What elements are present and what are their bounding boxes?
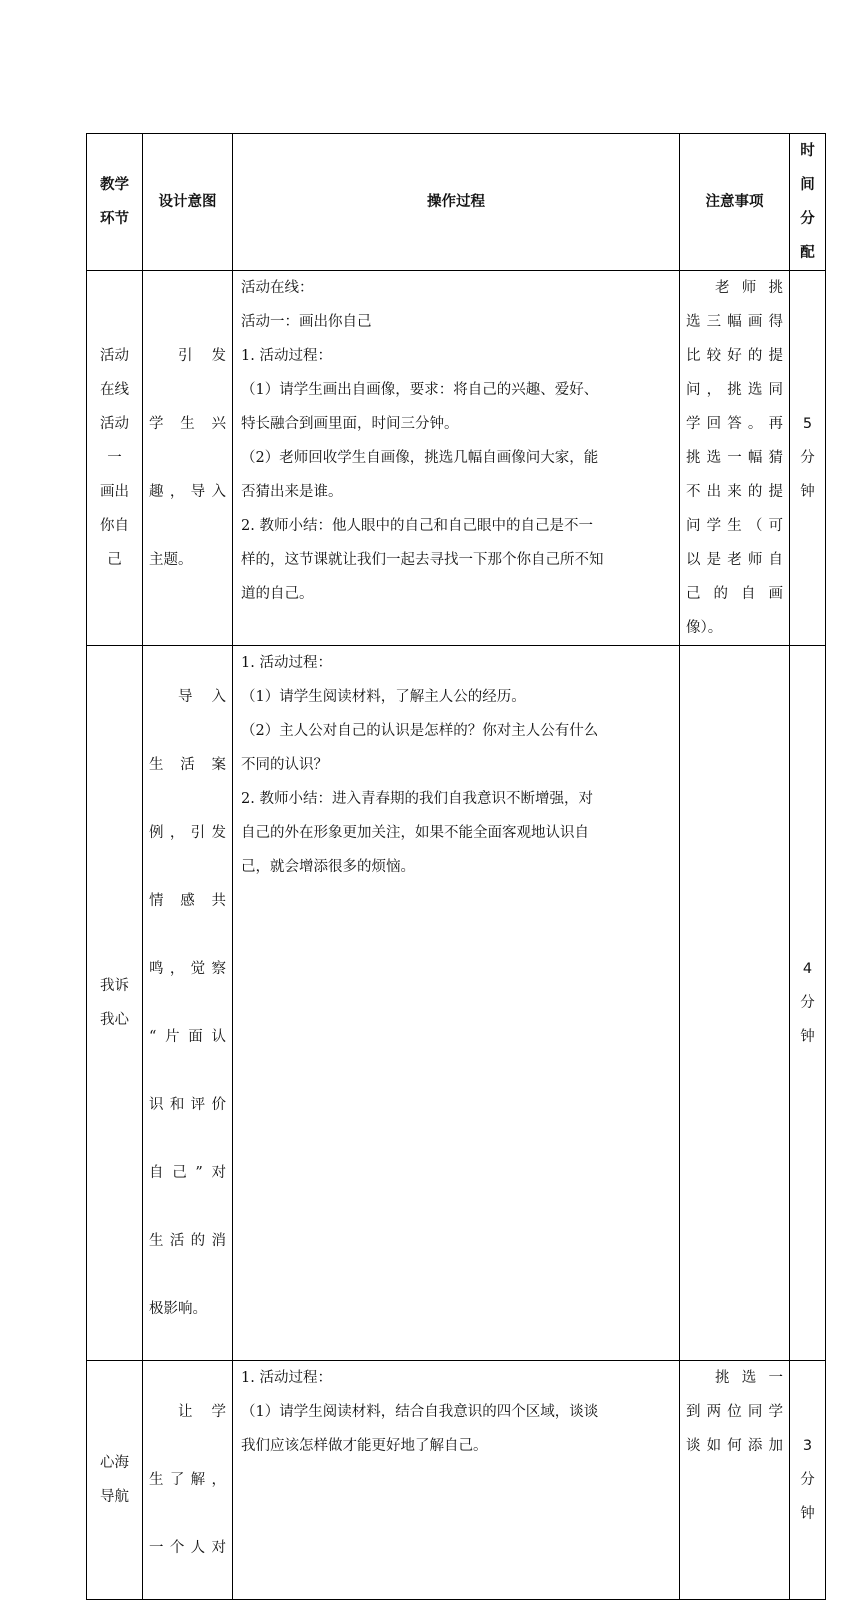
process-line: 特长融合到画里面，时间三分钟。 — [241, 416, 459, 432]
intent-line: 学 生 兴 — [149, 416, 226, 432]
process-line: （1）请学生阅读材料，了解主人公的经历。 — [241, 689, 526, 705]
time-line: 分 — [800, 1472, 815, 1488]
time-cell — [790, 271, 826, 646]
notes-line: 问，挑选同 — [686, 382, 783, 398]
notes-line: 像）。 — [686, 620, 723, 636]
process-line: 活动在线： — [241, 280, 314, 296]
intent-line: 生 活 案 — [149, 757, 226, 773]
process-line: 我们应该怎样做才能更好地了解自己。 — [241, 1438, 488, 1454]
intent-cell — [143, 271, 233, 646]
notes-line: 以是老师自 — [686, 552, 783, 568]
table-row — [87, 271, 826, 646]
stage-cell: 活动 在线 活动 一 画出 你自 己 — [87, 271, 143, 646]
lesson-plan-table — [86, 133, 826, 1600]
intent-line: 主题。 — [149, 552, 193, 568]
header-time-char: 分 — [800, 211, 815, 227]
process-line: 样的，这节课就让我们一起去寻找一下那个你自己所不知 — [241, 552, 604, 568]
intent-line: 例，引发 — [149, 825, 226, 841]
header-time — [790, 134, 826, 271]
intent-line: 识和评价 — [149, 1097, 226, 1113]
notes-line: 挑选一幅猜 — [686, 450, 783, 466]
header-time-char: 时 — [800, 143, 815, 159]
notes-line: 选三幅画得 — [686, 314, 783, 330]
process-cell — [233, 646, 680, 1361]
stage-cell: 心海 导航 — [87, 1361, 143, 1600]
intent-line: 引 发 — [178, 348, 226, 364]
header-notes: 注意事项 — [680, 134, 790, 271]
notes-line: 不出来的提 — [686, 484, 783, 500]
time-line: 钟 — [800, 484, 815, 500]
header-stage: 教学 环节 — [87, 134, 143, 271]
notes-line: 老师挑 — [715, 280, 783, 296]
intent-line: 导 入 — [178, 689, 226, 705]
process-line: 2. 教师小结：他人眼中的自己和自己眼中的自己是不一 — [241, 518, 593, 534]
header-intent: 设计意图 — [143, 134, 233, 271]
notes-cell — [680, 271, 790, 646]
process-cell — [233, 271, 680, 646]
header-process: 操作过程 — [233, 134, 680, 271]
time-line: 分 — [800, 995, 815, 1011]
time-line: 4 — [802, 961, 813, 977]
process-line: 活动一：画出你自己 — [241, 314, 372, 330]
intent-line: 极影响。 — [149, 1301, 207, 1317]
process-cell — [233, 1361, 680, 1600]
header-row — [87, 134, 826, 271]
intent-line: 生活的消 — [149, 1233, 226, 1249]
intent-line: 自己”对 — [149, 1165, 226, 1181]
intent-line: 鸣，觉察 — [149, 961, 226, 977]
notes-cell — [680, 646, 790, 1361]
process-line: （2）老师回收学生自画像，挑选几幅自画像问大家，能 — [241, 450, 599, 466]
time-line: 3 — [802, 1438, 813, 1454]
intent-cell — [143, 1361, 233, 1600]
notes-line: 挑选一 — [715, 1370, 783, 1386]
process-line: （1）请学生画出自画像，要求：将自己的兴趣、爱好、 — [241, 382, 599, 398]
intent-line: 让 学 — [178, 1404, 226, 1420]
time-line: 分 — [800, 450, 815, 466]
process-line: 否猜出来是谁。 — [241, 484, 343, 500]
notes-line: 学回答。再 — [686, 416, 783, 432]
intent-line: 情 感 共 — [149, 893, 226, 909]
intent-line: 生了解， — [149, 1472, 226, 1488]
header-time-char: 配 — [800, 245, 815, 261]
process-line: （2）主人公对自己的认识是怎样的？你对主人公有什么 — [241, 723, 599, 739]
process-line: 1. 活动过程： — [241, 348, 332, 364]
process-line: 道的自己。 — [241, 586, 314, 602]
process-line: 1. 活动过程： — [241, 1370, 332, 1386]
intent-line: 趣，导入 — [149, 484, 226, 500]
notes-line: 己 的 自 画 — [686, 586, 783, 602]
process-line: 己，就会增添很多的烦恼。 — [241, 859, 415, 875]
process-line: 1. 活动过程： — [241, 655, 332, 671]
process-line: 2. 教师小结：进入青春期的我们自我意识不断增强，对 — [241, 791, 593, 807]
notes-line: 问学生（可 — [686, 518, 783, 534]
notes-line: 谈如何添加 — [686, 1438, 783, 1454]
table-row — [87, 646, 826, 1361]
stage-cell: 我诉 我心 — [87, 646, 143, 1361]
intent-line: 一个人对 — [149, 1540, 226, 1556]
time-line: 5 — [802, 416, 813, 432]
notes-cell — [680, 1361, 790, 1600]
header-time-char: 间 — [800, 177, 815, 193]
process-line: （1）请学生阅读材料，结合自我意识的四个区域，谈谈 — [241, 1404, 599, 1420]
time-line: 钟 — [800, 1029, 815, 1045]
intent-line: “片面认 — [149, 1029, 226, 1045]
process-line: 自己的外在形象更加关注，如果不能全面客观地认识自 — [241, 825, 589, 841]
intent-cell — [143, 646, 233, 1361]
table-row — [87, 1361, 826, 1600]
notes-line: 比较好的提 — [686, 348, 783, 364]
process-line: 不同的认识？ — [241, 757, 328, 773]
notes-line: 到两位同学 — [686, 1404, 783, 1420]
time-cell — [790, 646, 826, 1361]
time-line: 钟 — [800, 1506, 815, 1522]
time-cell — [790, 1361, 826, 1600]
